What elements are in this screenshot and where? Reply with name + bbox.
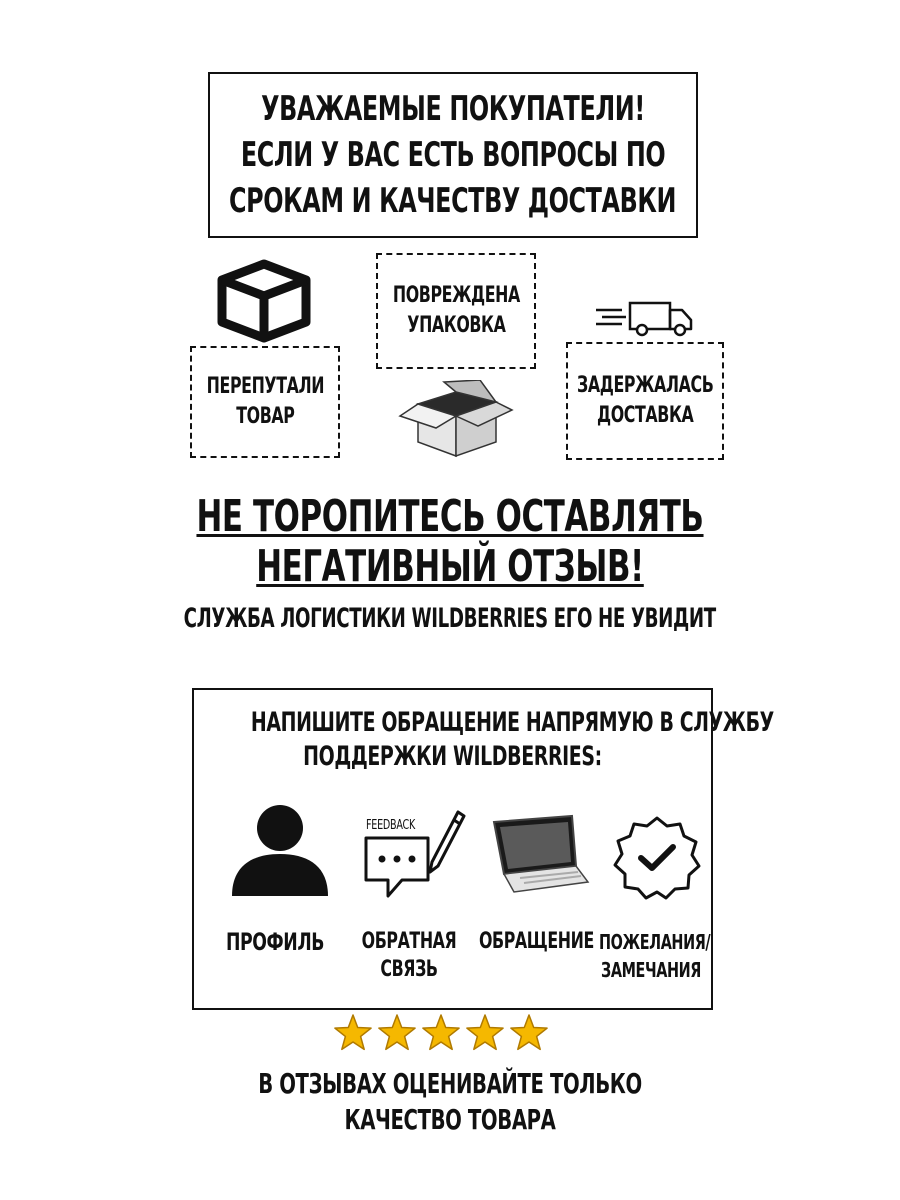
support-title-line-2: ПОДДЕРЖКИ WILDBERRIES:: [303, 741, 602, 772]
notice-box: [208, 72, 698, 238]
issue-delayed-line-1: ЗАДЕРЖАЛАСЬ: [576, 373, 714, 398]
support-title: [194, 706, 774, 774]
star-icon: [464, 1012, 506, 1054]
star-icon: [508, 1012, 550, 1054]
support-title-line-1: НАПИШИТЕ ОБРАЩЕНИЕ НАПРЯМУЮ В СЛУЖБУ: [250, 707, 774, 738]
issue-delayed-line-2: ДОСТАВКА: [596, 403, 694, 428]
checkmark-badge-icon: [609, 814, 705, 900]
delivery-truck-icon: [594, 298, 696, 338]
issue-delayed-delivery: [566, 342, 724, 460]
support-item-profile: [210, 928, 340, 956]
support-item-wishes-line-1: ПОЖЕЛАНИЯ/: [599, 930, 711, 954]
cube-icon: [214, 258, 314, 344]
star-icon: [332, 1012, 374, 1054]
support-box: [192, 688, 774, 1010]
feedback-icon: [362, 802, 466, 902]
notice-line-1: УВАЖАЕМЫЕ ПОКУПАТЕЛИ!: [261, 89, 645, 129]
notice-line-2: ЕСЛИ У ВАС ЕСТЬ ВОПРОСЫ ПО: [240, 135, 666, 175]
headline-line-2: НЕГАТИВНЫЙ ОТЗЫВ!: [256, 541, 644, 592]
support-item-profile-label: ПРОФИЛЬ: [225, 928, 325, 956]
support-item-feedback-line-2: СВЯЗЬ: [380, 957, 438, 982]
notice-line-3: СРОКАМ И КАЧЕСТВУ ДОСТАВКИ: [229, 181, 677, 221]
issue-damaged-packaging: [376, 253, 536, 369]
issue-mixed-line-2: ТОВАР: [235, 404, 295, 429]
person-icon: [228, 804, 332, 896]
logistics-note: [0, 603, 900, 634]
bottom-note-line-2: КАЧЕСТВО ТОВАРА: [344, 1103, 556, 1136]
star-icon: [420, 1012, 462, 1054]
open-box-icon: [396, 380, 516, 458]
star-icon: [376, 1012, 418, 1054]
support-item-request-label: ОБРАЩЕНИЕ: [479, 929, 594, 954]
support-item-feedback: [344, 928, 474, 984]
support-item-request: [466, 928, 596, 956]
issue-damaged-line-1: ПОВРЕЖДЕНА: [392, 283, 520, 308]
logistics-note-text: СЛУЖБА ЛОГИСТИКИ WILDBERRIES ЕГО НЕ УВИДИТ: [183, 603, 717, 634]
bottom-note-line-1: В ОТЗЫВАХ ОЦЕНИВАЙТЕ ТОЛЬКО: [258, 1067, 642, 1100]
issue-mixed-line-1: ПЕРЕПУТАЛИ: [206, 374, 324, 399]
issue-mixed-up-goods: [190, 346, 340, 458]
support-item-feedback-line-1: ОБРАТНАЯ: [361, 929, 457, 954]
rating-stars: [332, 1012, 552, 1056]
headline: [0, 492, 900, 592]
support-item-wishes-line-2: ЗАМЕЧАНИЯ: [601, 958, 701, 982]
laptop-icon: [480, 814, 590, 894]
headline-line-1: НЕ ТОРОПИТЕСЬ ОСТАВЛЯТЬ: [196, 491, 704, 542]
feedback-icon-label: FEEDBACK: [366, 818, 415, 833]
bottom-note: [0, 1066, 900, 1138]
support-item-wishes: [586, 928, 716, 984]
issue-damaged-line-2: УПАКОВКА: [406, 313, 506, 338]
